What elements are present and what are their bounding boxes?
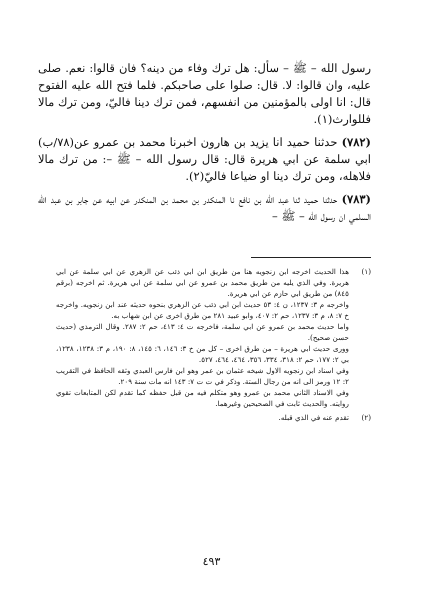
page-number: ٤٩٣: [202, 555, 221, 568]
footnote-body: [56, 412, 349, 423]
hadith-paragraph-continued: [38, 60, 371, 128]
hadith-text: حدثنا حميد انا يزيد بن هارون اخبرنا محمد بن عمرو عن(٧٨/ب) ابي سلمة عن ابي هريرة قال: قال رسول الله – ﷺ –: من ترك مالا فلاهله، ومن ترك دينا او ضياعا فاليّ(٢).: [38, 135, 371, 183]
hadith-number: (٧٨٣): [341, 192, 371, 206]
hadith-number: (٧٨٢): [341, 135, 371, 149]
main-text-block: [38, 60, 371, 231]
footnote-1: [56, 266, 371, 409]
footnote-line: واخرجه م ٣: ١٢٣٧، ن ٤: ٥٣ حديث ابن ابي ذئب عن الزهري بنحوه حديثه عند ابن زنجويه. واخرجه خ ٧: ٨، م ٣: ١٢٣٧، حم ٢: ٤٠٧، وابو عبيد ٢٨١ من طرق اخرى عن ابن شهاب به.: [56, 300, 349, 320]
footnote-line: تقدم عنه في الذي قبله.: [278, 413, 349, 422]
footnote-line: وفي اسناد ابن زنجويه الاول شيخه عثمان بن عمر وهو ابن فارس العبدي وثقه الحافظ في التقريب ٢: ١٢ ورمز الى انه من رجال الستة. وذكر في ت ت ٧: ١٤٣ انه مات سنة ٢٠٩.: [56, 366, 349, 386]
hadith-paragraph-782: [38, 134, 371, 185]
footnote-line: وورى حديث ابي هريرة – من طرق اخرى – كل من خ ٣: ١٤٦، ٦: ١٤٥، ٨: ١٩٠، م ٣: ١٢٣٨، ١٢٣٨، بي ٢: ١٧٧، حم ٢: ٣١٨، ٣٣٤، ٣٥٦، ٤٦٤، ٤٦٤، ٥٢٧.: [56, 344, 349, 364]
footnote-line: وفي الاسناد الثاني محمد بن عمرو وهو متكلم فيه من قبل حفظه كما تقدم لكن المتابعات تقوي روايته. والحديث ثابت في الصحيحين وغيرهما.: [56, 388, 349, 408]
footnote-number: (١): [361, 267, 371, 276]
footnote-body: [56, 266, 349, 409]
footnote-number: (٢): [361, 413, 371, 422]
footnote-divider: [251, 257, 371, 258]
hadith-text: حدثنا حميد ثنا عبد الله بن نافع نا المنكدر بن محمد بن المنكدر عن ابيه عن جابر بن عبد الله السلمي ان رسول الله – ﷺ –: [38, 192, 371, 223]
footnote-line: واما حديث محمد بن عمرو عن ابي سلمة، فاخرجه ت ٤: ٤١٣، حم ٢: ٢٨٧. وقال الترمذي (حديث حسن صحيح).: [56, 322, 349, 342]
hadith-paragraph-783: [38, 191, 371, 225]
hadith-text: رسول الله – ﷺ – سأل: هل ترك وفاء من دينه؟ فان قالوا: نعم. صلى عليه، وان قالوا: لا. قال: صلوا على صاحبكم. فلما فتح الله عليه الفتوح قال: انا اولى بالمؤمنين من انفسهم، فمن ترك دينا فاليّ، ومن ترك مالا فللوارث(١).: [38, 61, 371, 126]
footnote-line: هذا الحديث اخرجه ابن زنجويه هنا من طريق ابن ابي ذئب عن الزهري عن ابي سلمة عن ابي هريرة. وفي الذي يليه من طريق محمد بن عمرو عن ابي سلمة عن ابي هريرة. ثم اخرجه (برقم ٨٤٥) من طريق ابي حازم عن ابي هريرة.: [56, 267, 349, 298]
footnote-2: [56, 412, 371, 423]
footnotes-section: [56, 266, 371, 426]
